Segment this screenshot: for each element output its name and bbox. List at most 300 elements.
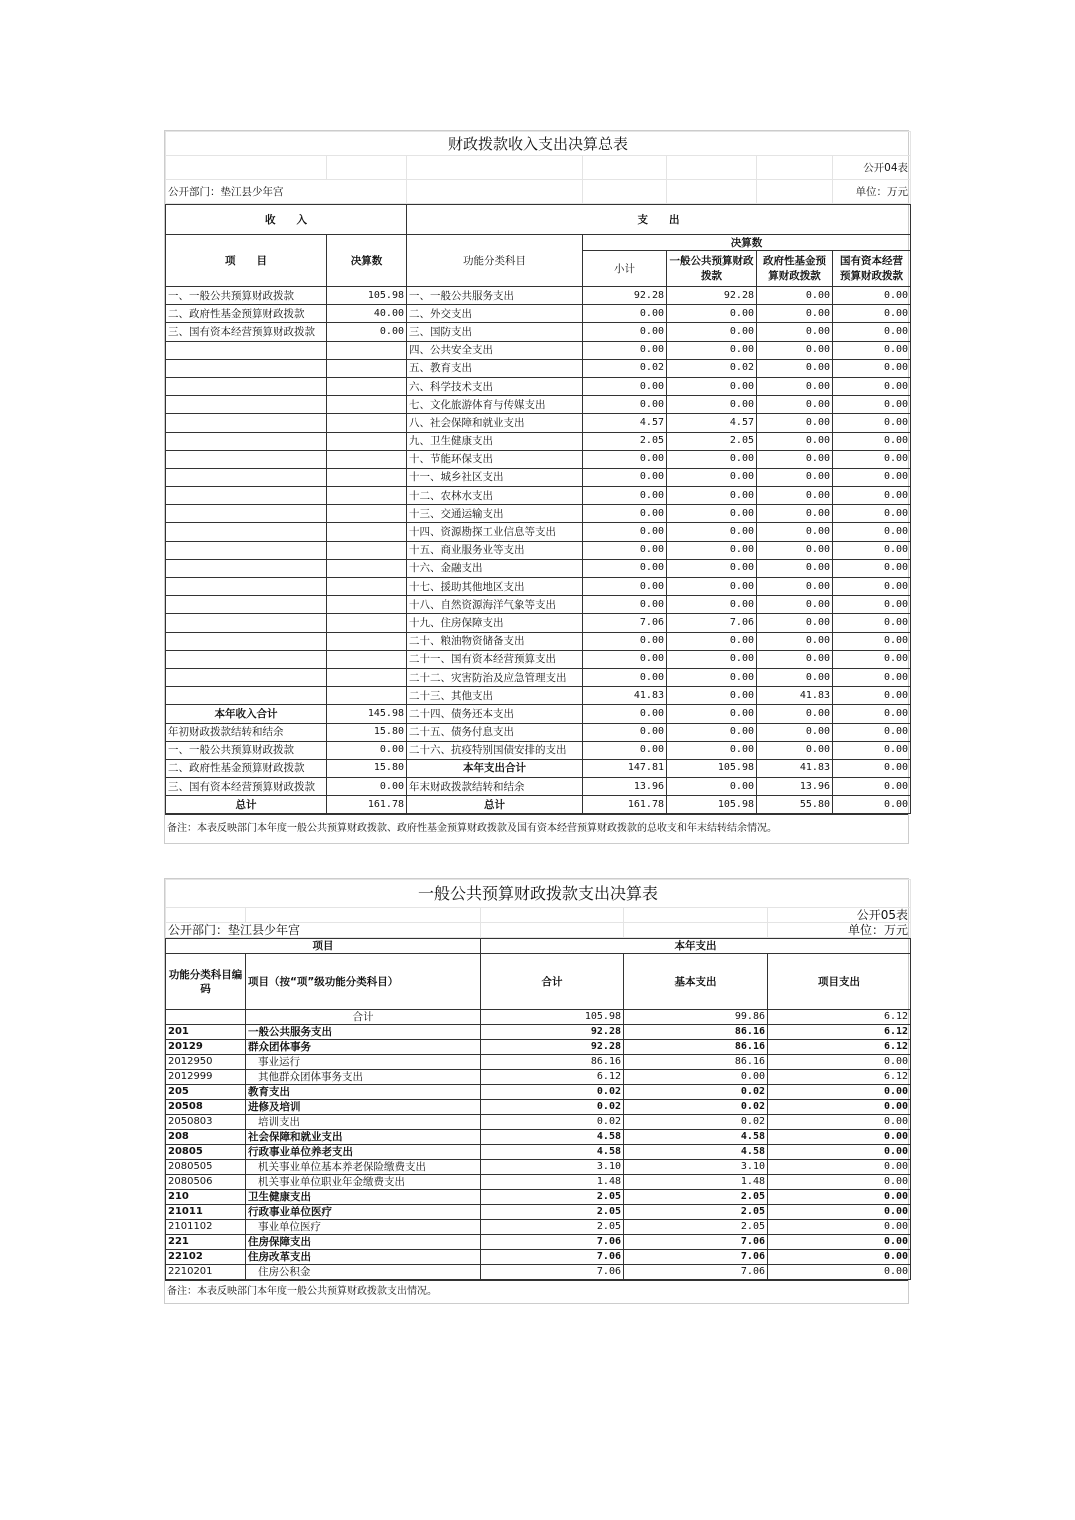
expense-item: 十九、住房保障支出: [407, 614, 583, 632]
income-amount: 105.98: [327, 287, 407, 305]
income-item: 一、一般公共预算财政拨款: [166, 287, 327, 305]
state-capital-header: 国有资本经营预算财政拨款: [833, 251, 911, 287]
basic-amount: 86.16: [624, 1055, 768, 1070]
expense-item: 十六、金融支出: [407, 559, 583, 577]
expense-fund: 0.00: [757, 359, 833, 377]
summary-row: [166, 450, 911, 468]
total-amount: 7.06: [481, 1250, 624, 1265]
total-amount: 92.28: [481, 1040, 624, 1055]
basic-amount: 1.48: [624, 1175, 768, 1190]
expense-fund: 0.00: [757, 323, 833, 341]
basic-amount: 4.58: [624, 1130, 768, 1145]
project-amount: 0.00: [768, 1175, 911, 1190]
expense-item: 九、卫生健康支出: [407, 432, 583, 450]
expense-state: 0.00: [833, 759, 911, 777]
expense-state: 0.00: [833, 632, 911, 650]
expense-state: 0.00: [833, 468, 911, 486]
unit-label-2: 单位：万元: [768, 923, 911, 938]
expense-subtotal: 0.00: [583, 341, 667, 359]
expense-fund: 0.00: [757, 396, 833, 414]
summary-row: [166, 341, 911, 359]
basic-amount: 99.86: [624, 1010, 768, 1025]
function-code: 2012999: [166, 1070, 246, 1085]
expense-item: 总计: [407, 796, 583, 814]
expense-state: 0.00: [833, 523, 911, 541]
expense-fund: 0.00: [757, 432, 833, 450]
expense-subtotal: 0.00: [583, 723, 667, 741]
income-amount: [327, 450, 407, 468]
expense-state: 0.00: [833, 359, 911, 377]
project-amount: 0.00: [768, 1250, 911, 1265]
expense-subtotal: 0.00: [583, 468, 667, 486]
expense-item: 十三、交通运输支出: [407, 505, 583, 523]
function-name: 合计: [246, 1010, 481, 1025]
income-amount: [327, 341, 407, 359]
income-amount: [327, 487, 407, 505]
income-item: [166, 650, 327, 668]
expense-item: 十、节能环保支出: [407, 450, 583, 468]
function-name: 群众团体事务: [246, 1040, 481, 1055]
function-code: 2012950: [166, 1055, 246, 1070]
income-amount: 0.00: [327, 741, 407, 759]
expense-fund: 0.00: [757, 741, 833, 759]
total-amount: 92.28: [481, 1025, 624, 1040]
expense-state: 0.00: [833, 650, 911, 668]
total-amount: 6.12: [481, 1070, 624, 1085]
expenditure-row: [166, 1205, 911, 1220]
expense-state: 0.00: [833, 687, 911, 705]
expense-item: 八、社会保障和就业支出: [407, 414, 583, 432]
expense-fund: 0.00: [757, 632, 833, 650]
income-amount: [327, 687, 407, 705]
expense-state: 0.00: [833, 541, 911, 559]
expense-state: 0.00: [833, 614, 911, 632]
expense-subtotal: 0.00: [583, 541, 667, 559]
expense-subtotal: 92.28: [583, 287, 667, 305]
expense-state: 0.00: [833, 741, 911, 759]
income-amount: 0.00: [327, 323, 407, 341]
expenditure-row: [166, 1175, 911, 1190]
income-item: 三、国有资本经营预算财政拨款: [166, 323, 327, 341]
expenditure-row: [166, 1130, 911, 1145]
summary-row: [166, 650, 911, 668]
expense-state: 0.00: [833, 778, 911, 796]
income-item: [166, 687, 327, 705]
income-item: 总计: [166, 796, 327, 814]
expense-fund: 0.00: [757, 614, 833, 632]
expense-subtotal: 0.00: [583, 632, 667, 650]
expense-fund: 0.00: [757, 450, 833, 468]
income-item: 三、国有资本经营预算财政拨款: [166, 778, 327, 796]
expense-state: 0.00: [833, 723, 911, 741]
income-amount: [327, 596, 407, 614]
expenditure-row: [166, 1085, 911, 1100]
expense-general: 0.00: [667, 596, 757, 614]
expense-state: 0.00: [833, 668, 911, 686]
expenditure-sheet: [164, 878, 909, 1304]
expense-general: 0.00: [667, 505, 757, 523]
function-code: 205: [166, 1085, 246, 1100]
expense-item: 二十四、债务还本支出: [407, 705, 583, 723]
function-name: 进修及培训: [246, 1100, 481, 1115]
total-amount: 2.05: [481, 1190, 624, 1205]
income-amount: [327, 614, 407, 632]
function-name: 一般公共服务支出: [246, 1025, 481, 1040]
income-amount: [327, 414, 407, 432]
expense-general: 0.00: [667, 341, 757, 359]
expense-fund: 0.00: [757, 487, 833, 505]
total-amount: 4.58: [481, 1130, 624, 1145]
item-header-2: 项目: [166, 939, 481, 954]
expense-fund: 55.80: [757, 796, 833, 814]
project-amount: 0.00: [768, 1100, 911, 1115]
income-item: [166, 487, 327, 505]
summary-table: [165, 131, 911, 204]
expense-general: 0.00: [667, 396, 757, 414]
expense-fund: 0.00: [757, 287, 833, 305]
expenditure-row: [166, 1040, 911, 1055]
project-amount: 0.00: [768, 1115, 911, 1130]
summary-row: [166, 632, 911, 650]
expense-state: 0.00: [833, 287, 911, 305]
function-name: 事业单位医疗: [246, 1220, 481, 1235]
summary-row: [166, 377, 911, 395]
income-amount: [327, 505, 407, 523]
form-number: 公开04表: [833, 156, 911, 180]
expense-item: 二十一、国有资本经营预算支出: [407, 650, 583, 668]
income-amount: [327, 650, 407, 668]
expense-general: 0.00: [667, 305, 757, 323]
function-name: 行政事业单位医疗: [246, 1205, 481, 1220]
expense-general: 0.00: [667, 723, 757, 741]
summary-row: [166, 723, 911, 741]
expense-item: 十五、商业服务业等支出: [407, 541, 583, 559]
summary-row: [166, 487, 911, 505]
total-amount: 0.02: [481, 1085, 624, 1100]
total-amount: 7.06: [481, 1235, 624, 1250]
expense-subtotal: 0.00: [583, 741, 667, 759]
expenditure-row: [166, 1160, 911, 1175]
expense-general: 0.00: [667, 323, 757, 341]
income-item: [166, 614, 327, 632]
project-amount: 0.00: [768, 1130, 911, 1145]
expense-state: 0.00: [833, 559, 911, 577]
function-name: 其他群众团体事务支出: [246, 1070, 481, 1085]
function-name: 机关事业单位职业年金缴费支出: [246, 1175, 481, 1190]
expense-subtotal: 0.00: [583, 505, 667, 523]
expenditure-row: [166, 1145, 911, 1160]
project-amount: 0.00: [768, 1265, 911, 1280]
expense-item: 五、教育支出: [407, 359, 583, 377]
function-code: 20508: [166, 1100, 246, 1115]
expense-state: 0.00: [833, 414, 911, 432]
summary-sheet: [164, 130, 909, 844]
expense-fund: 0.00: [757, 505, 833, 523]
income-item: 一、一般公共预算财政拨款: [166, 741, 327, 759]
function-code: 20805: [166, 1145, 246, 1160]
income-amount: [327, 468, 407, 486]
total-amount: 4.58: [481, 1145, 624, 1160]
income-amount: [327, 559, 407, 577]
expense-item: 年末财政拨款结转和结余: [407, 778, 583, 796]
basic-amount: 7.06: [624, 1250, 768, 1265]
expense-state: 0.00: [833, 705, 911, 723]
expense-general: 0.00: [667, 668, 757, 686]
expense-item: 十七、援助其他地区支出: [407, 578, 583, 596]
project-amount: 0.00: [768, 1190, 911, 1205]
income-item: [166, 396, 327, 414]
expense-subtotal: 0.00: [583, 377, 667, 395]
expense-item: 二、外交支出: [407, 305, 583, 323]
expense-item: 三、国防支出: [407, 323, 583, 341]
summary-row: [166, 468, 911, 486]
income-item: 年初财政拨款结转和结余: [166, 723, 327, 741]
function-code: 20129: [166, 1040, 246, 1055]
income-item: [166, 559, 327, 577]
function-name: 住房改革支出: [246, 1250, 481, 1265]
year-expense-header: 本年支出: [481, 939, 911, 954]
income-amount: 15.80: [327, 759, 407, 777]
function-name: 住房公积金: [246, 1265, 481, 1280]
expense-subtotal: 2.05: [583, 432, 667, 450]
expense-header: 支 出: [407, 205, 911, 235]
basic-amount: 86.16: [624, 1025, 768, 1040]
expense-state: 0.00: [833, 796, 911, 814]
subtotal-header: 小计: [583, 251, 667, 287]
basic-header: 基本支出: [624, 954, 768, 1010]
expense-subtotal: 0.00: [583, 523, 667, 541]
income-item: [166, 632, 327, 650]
function-code: 201: [166, 1025, 246, 1040]
expenditure-note: 备注：本表反映部门本年度一般公共预算财政拨款支出情况。: [165, 1280, 908, 1303]
expense-general: 0.00: [667, 487, 757, 505]
function-code: 2080506: [166, 1175, 246, 1190]
expense-fund: 0.00: [757, 305, 833, 323]
expense-general: 7.06: [667, 614, 757, 632]
summary-note: 备注：本表反映部门本年度一般公共预算财政拨款、政府性基金预算财政拨款及国有资本经营预算财政拨款的总收支和年末结转结余情况。: [165, 814, 908, 843]
expense-item: 四、公共安全支出: [407, 341, 583, 359]
basic-amount: 2.05: [624, 1220, 768, 1235]
total-amount: 2.05: [481, 1220, 624, 1235]
expense-state: 0.00: [833, 305, 911, 323]
expense-subtotal: 0.00: [583, 578, 667, 596]
expense-item: 二十二、灾害防治及应急管理支出: [407, 668, 583, 686]
expense-general: 0.00: [667, 705, 757, 723]
income-item: [166, 505, 327, 523]
total-amount: 2.05: [481, 1205, 624, 1220]
income-amount: 145.98: [327, 705, 407, 723]
expense-fund: 0.00: [757, 414, 833, 432]
expenditure-row: [166, 1235, 911, 1250]
expense-state: 0.00: [833, 596, 911, 614]
expense-fund: 0.00: [757, 668, 833, 686]
function-name: 卫生健康支出: [246, 1190, 481, 1205]
expense-subtotal: 0.00: [583, 396, 667, 414]
expense-general: 0.00: [667, 741, 757, 759]
expense-subtotal: 0.00: [583, 450, 667, 468]
expense-fund: 0.00: [757, 596, 833, 614]
unit-label: 单位：万元: [833, 180, 911, 204]
form-number-2: 公开05表: [768, 908, 911, 923]
department-label: 公开部门：垫江县少年宫: [166, 180, 407, 204]
function-name: 住房保障支出: [246, 1235, 481, 1250]
expense-item: 二十三、其他支出: [407, 687, 583, 705]
summary-row: [166, 687, 911, 705]
income-amount: [327, 396, 407, 414]
expense-fund: 0.00: [757, 468, 833, 486]
expense-fund: 0.00: [757, 705, 833, 723]
expense-state: 0.00: [833, 450, 911, 468]
expense-state: 0.00: [833, 396, 911, 414]
income-item: [166, 468, 327, 486]
expense-item: 二十、粮油物资储备支出: [407, 632, 583, 650]
summary-row: [166, 596, 911, 614]
summary-row: [166, 796, 911, 814]
function-code: 21011: [166, 1205, 246, 1220]
expense-subtotal: 0.00: [583, 596, 667, 614]
summary-row: [166, 541, 911, 559]
expenditure-row: [166, 1265, 911, 1280]
summary-row: [166, 287, 911, 305]
expense-subtotal: 0.00: [583, 305, 667, 323]
expense-subtotal: 0.00: [583, 323, 667, 341]
fund-budget-header: 政府性基金预算财政拨款: [757, 251, 833, 287]
expense-state: 0.00: [833, 578, 911, 596]
income-item: [166, 432, 327, 450]
total-amount: 7.06: [481, 1265, 624, 1280]
expenditure-grid: [165, 938, 911, 1280]
summary-row: [166, 778, 911, 796]
total-amount: 105.98: [481, 1010, 624, 1025]
function-code: 2101102: [166, 1220, 246, 1235]
amount-header: 决算数: [327, 235, 407, 287]
function-name: 社会保障和就业支出: [246, 1130, 481, 1145]
function-header: 功能分类科目: [407, 235, 583, 287]
name-header: 项目（按“项”级功能分类科目）: [246, 954, 481, 1010]
expense-subtotal: 41.83: [583, 687, 667, 705]
function-code: 2210201: [166, 1265, 246, 1280]
function-name: 事业运行: [246, 1055, 481, 1070]
function-code: 221: [166, 1235, 246, 1250]
basic-amount: 86.16: [624, 1040, 768, 1055]
basic-amount: 2.05: [624, 1205, 768, 1220]
total-amount: 86.16: [481, 1055, 624, 1070]
expense-item: 七、文化旅游体育与传媒支出: [407, 396, 583, 414]
project-amount: 6.12: [768, 1070, 911, 1085]
function-code: 208: [166, 1130, 246, 1145]
expense-fund: 0.00: [757, 723, 833, 741]
income-amount: 15.80: [327, 723, 407, 741]
expenditure-row: [166, 1055, 911, 1070]
project-amount: 0.00: [768, 1160, 911, 1175]
function-name: 机关事业单位基本养老保险缴费支出: [246, 1160, 481, 1175]
expense-fund: 0.00: [757, 559, 833, 577]
basic-amount: 0.02: [624, 1085, 768, 1100]
income-item: [166, 578, 327, 596]
expense-general: 0.00: [667, 377, 757, 395]
summary-row: [166, 505, 911, 523]
department-label-2: 公开部门：垫江县少年宫: [166, 923, 481, 938]
expense-general: 105.98: [667, 796, 757, 814]
expense-state: 0.00: [833, 487, 911, 505]
project-header: 项目支出: [768, 954, 911, 1010]
expense-general: 0.00: [667, 650, 757, 668]
income-item: [166, 341, 327, 359]
function-code: [166, 1010, 246, 1025]
expense-item: 二十五、债务付息支出: [407, 723, 583, 741]
expense-general: 0.00: [667, 687, 757, 705]
income-item: [166, 414, 327, 432]
expense-general: 0.02: [667, 359, 757, 377]
summary-row: [166, 523, 911, 541]
expense-fund: 13.96: [757, 778, 833, 796]
income-amount: 0.00: [327, 778, 407, 796]
expense-general: 0.00: [667, 632, 757, 650]
summary-row: [166, 396, 911, 414]
expense-general: 0.00: [667, 778, 757, 796]
project-amount: 0.00: [768, 1085, 911, 1100]
expense-subtotal: 4.57: [583, 414, 667, 432]
expense-state: 0.00: [833, 377, 911, 395]
project-amount: 6.12: [768, 1010, 911, 1025]
summary-title: 财政拨款收入支出决算总表: [166, 132, 911, 156]
income-amount: [327, 668, 407, 686]
expense-subtotal: 147.81: [583, 759, 667, 777]
project-amount: 0.00: [768, 1055, 911, 1070]
income-item: 二、政府性基金预算财政拨款: [166, 759, 327, 777]
expense-fund: 0.00: [757, 377, 833, 395]
expense-fund: 0.00: [757, 541, 833, 559]
project-amount: 0.00: [768, 1205, 911, 1220]
expense-item: 六、科学技术支出: [407, 377, 583, 395]
basic-amount: 4.58: [624, 1145, 768, 1160]
expense-general: 4.57: [667, 414, 757, 432]
expense-subtotal: 0.00: [583, 668, 667, 686]
expense-subtotal: 7.06: [583, 614, 667, 632]
expenditure-table: [165, 879, 911, 938]
expense-subtotal: 161.78: [583, 796, 667, 814]
income-item: [166, 377, 327, 395]
expenditure-row: [166, 1220, 911, 1235]
expenditure-row: [166, 1250, 911, 1265]
income-item: [166, 450, 327, 468]
expense-general: 0.00: [667, 578, 757, 596]
total-amount: 0.02: [481, 1100, 624, 1115]
final-amount-header: 决算数: [583, 235, 911, 251]
expense-fund: 0.00: [757, 650, 833, 668]
income-amount: 40.00: [327, 305, 407, 323]
expense-state: 0.00: [833, 341, 911, 359]
basic-amount: 7.06: [624, 1235, 768, 1250]
expense-general: 0.00: [667, 450, 757, 468]
function-name: 行政事业单位养老支出: [246, 1145, 481, 1160]
total-amount: 3.10: [481, 1160, 624, 1175]
expenditure-row: [166, 1010, 911, 1025]
expense-general: 0.00: [667, 468, 757, 486]
income-amount: [327, 578, 407, 596]
income-item: [166, 359, 327, 377]
function-code: 2080505: [166, 1160, 246, 1175]
summary-row: [166, 323, 911, 341]
summary-row: [166, 578, 911, 596]
expenditure-row: [166, 1115, 911, 1130]
summary-row: [166, 359, 911, 377]
expense-item: 一、一般公共服务支出: [407, 287, 583, 305]
expense-fund: 0.00: [757, 578, 833, 596]
expense-subtotal: 0.00: [583, 559, 667, 577]
expense-item: 本年支出合计: [407, 759, 583, 777]
summary-row: [166, 305, 911, 323]
